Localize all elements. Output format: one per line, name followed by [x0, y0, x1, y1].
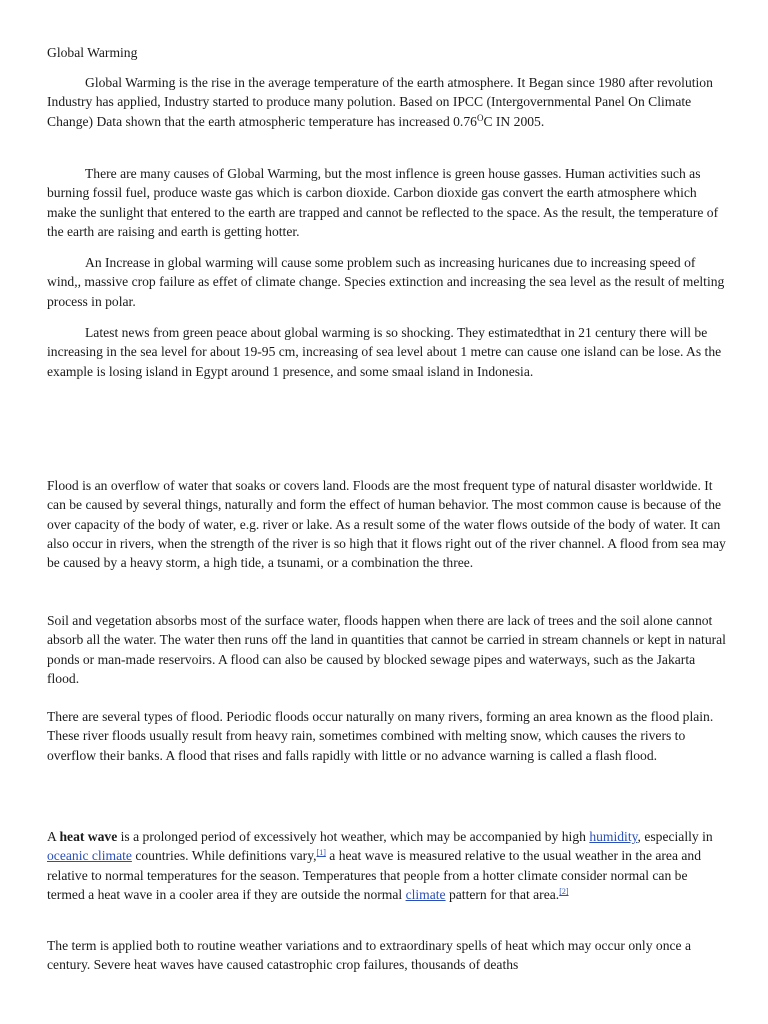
paragraph-heat-wave-definition	[47, 827, 727, 904]
heat1-text-1: A	[47, 829, 60, 844]
paragraph-global-warming-definition	[47, 73, 727, 131]
degree-superscript: O	[476, 112, 484, 123]
heat1-text-3: , especially in	[637, 829, 713, 844]
humidity-link[interactable]: humidity	[589, 829, 638, 844]
heat1-text-2: is a prolonged period of excessively hot weather, which may be accompanied by high	[117, 829, 590, 844]
paragraph-flood-causes: Soil and vegetation absorbs most of the surface water, floods happen when there are lack of trees and the soil alone cannot absorb all the water. The water then runs off the land in quantities that cannot be carried in stream channels or kept in natural ponds or man-made reservoirs. A flood can also be caused by blocked sewage pipes and waterways, such as the Jakarta flood.	[47, 613, 726, 686]
heat1-text-4: countries. While definitions vary,	[131, 848, 317, 864]
gw1-text-a: Global Warming is the rise in the average temperature of the earth atmosphere. It Began since 1980 after revolution Industry has applied, Industry started to produce many polution. Based on IPCC (Intergovernmental Panel On Climate Change) Data shown that the earth atmospheric temperature has increased 0.76	[47, 75, 713, 129]
heat1-text-5: a heat wave is measured relative to the usual weather in the area and relative to normal temperatures for the season. Temperatures that people from a hotter climate consider normal can be termed a heat wave in a cooler area if they are outside the normal	[47, 848, 702, 902]
paragraph-green-peace-news: Latest news from green peace about global warming is so shocking. They estimatedthat in 21 century there will be increasing in the sea level for about 19-95 cm, increasing of sea level about 1 metre can cause one island can be lose. As the example is losing island in Egypt around 1 presence, and some smaal island in Indonesia.	[47, 325, 722, 379]
climate-link[interactable]: climate	[405, 886, 446, 902]
paragraph-global-warming-effects: An Increase in global warming will cause some problem such as increasing huricanes due to increasing speed of wind,, massive crop failure as effet of climate change. Species extinction and increasing the sea level as the result of melting process in polar.	[47, 255, 725, 309]
heat-wave-term: heat wave	[59, 829, 118, 844]
heat1-text-6: pattern for that area.	[445, 886, 560, 902]
document-title: Global Warming	[47, 45, 138, 60]
oceanic-climate-link[interactable]: oceanic climate	[47, 848, 132, 864]
reference-2-link[interactable]: [2]	[559, 886, 569, 896]
paragraph-flood-definition: Flood is an overflow of water that soaks or covers land. Floods are the most frequent type of natural disaster worldwide. It can be caused by several things, naturally and form the effect of human behavior. The most common cause is because of the over capacity of the body of water, e.g. river or lake. As a result some of the water flows outside of the body of water. It can also occur in rivers, when the strength of the river is so high that it flows right out of the river channel. A flood from sea may be caused by a heavy storm, a high tide, a tsunami, or a combination the three.	[47, 478, 726, 571]
paragraph-flood-types: There are several types of flood. Periodic floods occur naturally on many rivers, forming an area known as the flood plain. These river floods usually result from heavy rain, sometimes combined with melting snow, which causes the rivers to overflow their banks. A flood that rises and falls rapidly with little or no advance warning is called a flash flood.	[47, 709, 714, 763]
paragraph-global-warming-causes: There are many causes of Global Warming, but the most inflence is green house gasses. Human activities such as burning fossil fuel, produce waste gas which is carbon dioxide. Carbon dioxide gas convert the earth atmosphere which make the sunlight that entered to the earth are trapped and cannot be reflected to the space. As the result, the temperature of the earth are raising and earth is getting hotter.	[47, 166, 719, 239]
reference-1-link[interactable]: [1]	[316, 848, 326, 858]
paragraph-heat-wave-term: The term is applied both to routine weather variations and to extraordinary spells of heat which may occur only once a century. Severe heat waves have caused catastrophic crop failures, thousands of deaths	[47, 938, 691, 973]
gw1-text-b: C IN 2005.	[483, 113, 545, 129]
